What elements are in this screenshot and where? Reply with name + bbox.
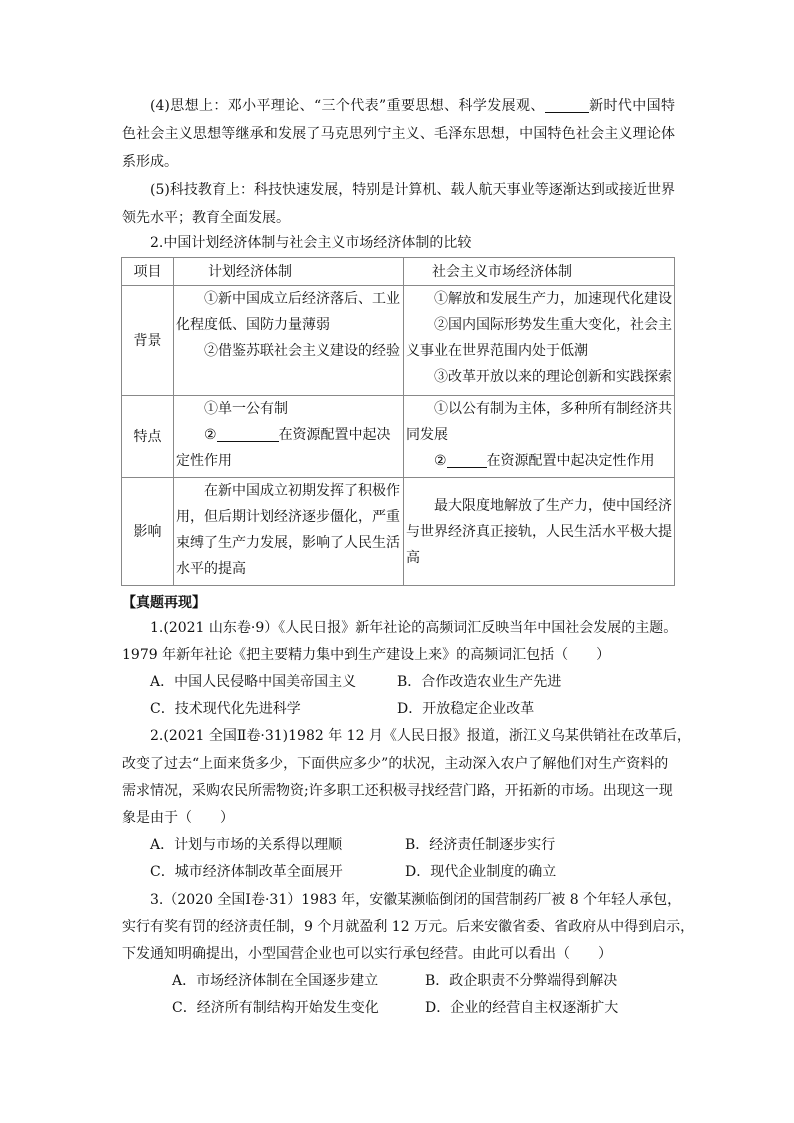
point-4-text-a: (4)思想上：邓小平理论、“三个代表”重要思想、科学发展观、 xyxy=(150,98,545,114)
impact-planned xyxy=(174,478,404,586)
background-market xyxy=(404,286,675,396)
question-2-line-3: 需求情况，采购农民所需物资;许多职工还积极寻找经营门路，开拓新的市场。出现这一现 xyxy=(122,783,673,799)
row-label-background: 背景 xyxy=(122,286,174,396)
point-5-paragraph: (5)科技教育上：科技快速发展，特别是计算机、载人航天事业等逐渐达到或接近世界领先水平；教育全面发展。 xyxy=(122,182,675,226)
question-3-option-d[interactable]: D．企业的经营自主权逐渐扩大 xyxy=(425,1000,619,1016)
table-row-features xyxy=(122,396,675,478)
header-item: 项目 xyxy=(122,258,174,286)
question-3-line-3: 下发通知明确提出，小型国营企业也可以实行承包经营。由此可以看出（ ） xyxy=(122,946,612,962)
features-planned-2 xyxy=(176,422,401,474)
question-1-line-2: 1979 年新年社论《把主要精力集中到生产建设上来》的高频词汇包括（ ） xyxy=(122,647,611,663)
background-planned xyxy=(174,286,404,396)
features-planned xyxy=(174,396,404,478)
point-4-text-b: 新时代中国特色社会主义思想等继承和发展了马克思列宁主义、毛泽东思想，中国特色社会主义理论体系形成。 xyxy=(122,98,676,170)
question-1-option-a[interactable]: A．中国人民侵略中国美帝国主义 xyxy=(150,674,357,690)
question-2-option-a[interactable]: A．计划与市场的关系得以理顺 xyxy=(150,837,343,853)
question-2-line-1: 2.(2021 全国Ⅱ卷·31)1982 年 12 月《人民日报》报道，浙江义乌某供销社在改革后， xyxy=(150,728,691,744)
row-label-impact: 影响 xyxy=(122,478,174,586)
header-market: 社会主义市场经济体制 xyxy=(404,258,675,286)
question-1-option-c[interactable]: C．技术现代化先进科学 xyxy=(150,701,301,717)
features-planned-1: ①单一公有制 xyxy=(204,401,288,417)
question-3-option-b[interactable]: B．政企职责不分弊端得到解决 xyxy=(425,973,618,989)
question-3-line-1: 3.（2020 全国Ⅰ卷·31）1983 年，安徽某濒临倒闭的国营制药厂被 8 个年轻人承包， xyxy=(150,892,682,908)
fill-blank[interactable] xyxy=(447,451,487,468)
question-3-option-c[interactable]: C．经济所有制结构开始发生变化 xyxy=(172,1000,379,1016)
header-planned: 计划经济体制 xyxy=(174,258,404,286)
features-planned-2-num: ② xyxy=(204,427,217,443)
background-planned-1: ①新中国成立后经济落后、工业化程度低、国防力量薄弱 xyxy=(176,291,400,333)
question-2-option-d[interactable]: D．现代企业制度的确立 xyxy=(405,864,557,880)
point-4-paragraph xyxy=(122,92,675,176)
section-title: 【真题再现】 xyxy=(122,595,206,611)
question-2-option-c[interactable]: C．城市经济体制改革全面展开 xyxy=(150,864,343,880)
question-3-line-2: 实行有奖有罚的经济责任制，9 个月就盈利 12 万元。后来安徽省委、省政府从中得到启示， xyxy=(122,919,695,935)
features-market-2 xyxy=(406,448,672,474)
background-market-1: ①解放和发展生产力，加速现代化建设 xyxy=(434,291,672,307)
question-2-line-4: 象是由于（ ） xyxy=(122,810,234,826)
table-header-row xyxy=(122,258,675,286)
fill-blank[interactable] xyxy=(545,96,589,113)
features-market-2-text: 在资源配置中起决定性作用 xyxy=(486,453,655,469)
features-market-2-num: ② xyxy=(434,453,447,469)
question-2-option-b[interactable]: B．经济责任制逐步实行 xyxy=(405,837,556,853)
table-row-background xyxy=(122,286,675,396)
features-market xyxy=(404,396,675,478)
impact-planned-text: 在新中国成立初期发挥了积极作用，但后期计划经济逐步僵化，严重束缚了生产力发展，影响了人民生活水平的提高 xyxy=(176,483,400,577)
background-market-3: ③改革开放以来的理论创新和实践探索 xyxy=(434,369,672,385)
question-1-option-d[interactable]: D．开放稳定企业改革 xyxy=(397,701,535,717)
features-market-1: ①以公有制为主体，多种所有制经济共同发展 xyxy=(406,401,672,443)
impact-market-text: 最大限度地解放了生产力，使中国经济与世界经济真正接轨，人民生活水平极大提高 xyxy=(406,497,672,566)
row-label-features: 特点 xyxy=(122,396,174,478)
impact-market xyxy=(404,478,675,586)
question-3-option-a[interactable]: A．市场经济体制在全国逐步建立 xyxy=(172,973,379,989)
background-market-2: ②国内国际形势发生重大变化，社会主义事业在世界范围内处于低潮 xyxy=(406,317,672,359)
question-1-option-b[interactable]: B．合作改造农业生产先进 xyxy=(397,674,562,690)
question-1-line-1: 1.(2021 山东卷·9）《人民日报》新年社论的高频词汇反映当年中国社会发展的主题。 xyxy=(150,620,678,636)
fill-blank[interactable] xyxy=(217,425,279,442)
comparison-table xyxy=(121,257,675,586)
features-planned-2-text: 在资源配置中起决定性作用 xyxy=(176,427,391,469)
background-planned-2: ②借鉴苏联社会主义建设的经验 xyxy=(204,343,400,359)
table-row-impact xyxy=(122,478,675,586)
question-2-line-2: 改变了过去“上面来货多少，下面供应多少”的状况，主动深入农户了解他们对生产资料的 xyxy=(122,756,669,772)
comparison-heading: 2.中国计划经济体制与社会主义市场经济体制的比较 xyxy=(150,235,472,251)
